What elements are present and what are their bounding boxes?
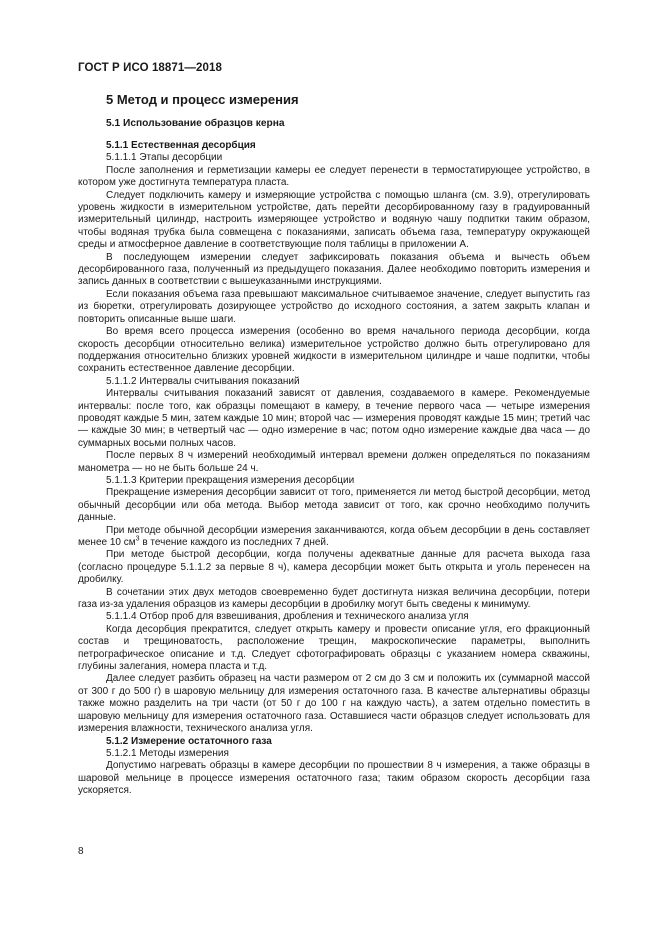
paragraph: Следует подключить камеру и измеряющие устройства с помощью шланга (см. 3.9), отрегулировать уровень жидкости в измерительном устройстве, дать перейти десорбированному газу в градуированный измерительный цилиндр, настроить измеряющее устройство и водяную чашу подпитки таким образом, чтобы водяная трубка была совмещена с показаниями, записать объема газа, температуру окружающей среды и атмосферное давление в соответствующие поля таблицы в приложении А.	[78, 189, 590, 251]
paragraph: Интервалы считывания показаний зависят от давления, создаваемого в камере. Рекомендуемые интервалы: после того, как образцы помещают в камеру, в течение первого часа — четыре измерения проводят каждые 5 мин, затем каждые 10 мин; второй час — измерения проводят каждые 15 мин; третий час — каждые 30 мин; в четвертый час — одно измерение в час; потом одно измерение каждые два часа — до суммарных восьми полных часов.	[78, 388, 590, 449]
paragraph: В сочетании этих двух методов своевременно будет достигнута низкая величина десорбции, потери газа из-за удаления образцов из камеры десорбции в дробилку могут быть сведены к минимуму.	[78, 586, 590, 611]
paragraph	[78, 525, 590, 550]
subsection-title: 5.1 Использование образцов керна	[106, 118, 285, 129]
section-title: 5 Метод и процесс измерения	[106, 92, 299, 107]
document-header: ГОСТ Р ИСО 18871—2018	[78, 62, 223, 74]
paragraph: После заполнения и герметизации камеры ее следует перенести в термостатирующее устройство, в котором уже достигнута температура пласта.	[78, 164, 590, 189]
superscript: 3	[135, 535, 140, 543]
clause-5-1-1-1-title: 5.1.1.1 Этапы десорбции	[106, 152, 223, 164]
paragraph: Когда десорбция прекратится, следует открыть камеру и провести описание угля, его фракционный состав и трещиноватость, расположение трещин, макроскопические параметры, выполнить петрографическое описание и т.д. Следует сфотографировать образцы с указанием номера скважины, глубины залегания, номера пласта и т.д.	[78, 623, 590, 673]
paragraph-text: При методе обычной десорбции измерения заканчиваются, когда объем десорбции в день составляет менее 10 см	[78, 524, 590, 548]
clause-5-1-1-3-title: 5.1.1.3 Критерии прекращения измерения десорбции	[106, 474, 355, 486]
paragraph: Во время всего процесса измерения (особенно во время начального периода десорбции, когда скорость десорбции относительно велика) измерительное устройство должно быть отрегулировано для поддержания относительно близких уровней жидкости в измерительном цилиндре и чаше подпитки, чтобы сохранить естественное давление десорбции.	[78, 326, 590, 375]
paragraph: Прекращение измерения десорбции зависит от того, применяется ли метод быстрой десорбции, метод обычный десорбции или оба метода. Выбор метода зависит от того, как срочно необходимо получить данные.	[78, 487, 590, 524]
clause-5-1-1-2-title: 5.1.1.2 Интервалы считывания показаний	[106, 375, 300, 387]
subsection-5-1-1-title: 5.1.1 Естественная десорбция	[106, 140, 256, 151]
subsection-5-1-2-title: 5.1.2 Измерение остаточного газа	[106, 735, 272, 747]
paragraph: Если показания объема газа превышают максимальное считываемое значение, следует выпустить газ из бюретки, отрегулировать дозирующее устройство до исходного состояния, а затем закрыть клапан и повторить описанные выше шаги.	[78, 288, 590, 325]
paragraph: После первых 8 ч измерений необходимый интервал времени должен определяться по показаниям манометра — но не быть больше 24 ч.	[78, 450, 590, 474]
clause-5-1-1-4-title: 5.1.1.4 Отбор проб для взвешивания, дробления и технического анализа угля	[106, 611, 469, 623]
paragraph: Допустимо нагревать образцы в камере десорбции по прошествии 8 ч измерения, а также образцы в шаровой мельнице в процессе измерения остаточного газа; таким образом скорость десорбции газа ускоряется.	[78, 760, 590, 797]
document-body	[78, 92, 590, 798]
paragraph: Далее следует разбить образец на части размером от 2 см до 3 см и положить их (суммарной массой от 300 г до 500 г) в шаровую мельницу для измерения остаточного газа. В качестве альтернативы образцы также можно разделить на три части (от 50 г до 100 г на каждую часть), а затем отдельно поместить в шаровую мельницу для измерения остаточного газа. Оставшиеся части образцов следует использовать для измерения влажности, технического анализа угля.	[78, 673, 590, 735]
paragraph: В последующем измерении следует зафиксировать показания объема и вычесть объем десорбированного газа, полученный из предыдущего показания. Далее необходимо повторить измерения и запись данных в соответствии с вышеуказанными инструкциями.	[78, 251, 590, 288]
clause-5-1-2-1-title: 5.1.2.1 Методы измерения	[106, 747, 229, 759]
paragraph-text: в течение каждого из последних 7 дней.	[139, 537, 329, 548]
paragraph: При методе быстрой десорбции, когда получены адекватные данные для расчета выхода газа (согласно процедуре 5.1.1.2 за первые 8 ч), камера десорбции может быть открыта и уголь перенесен на дробилку.	[78, 549, 590, 586]
page-number: 8	[78, 846, 84, 857]
